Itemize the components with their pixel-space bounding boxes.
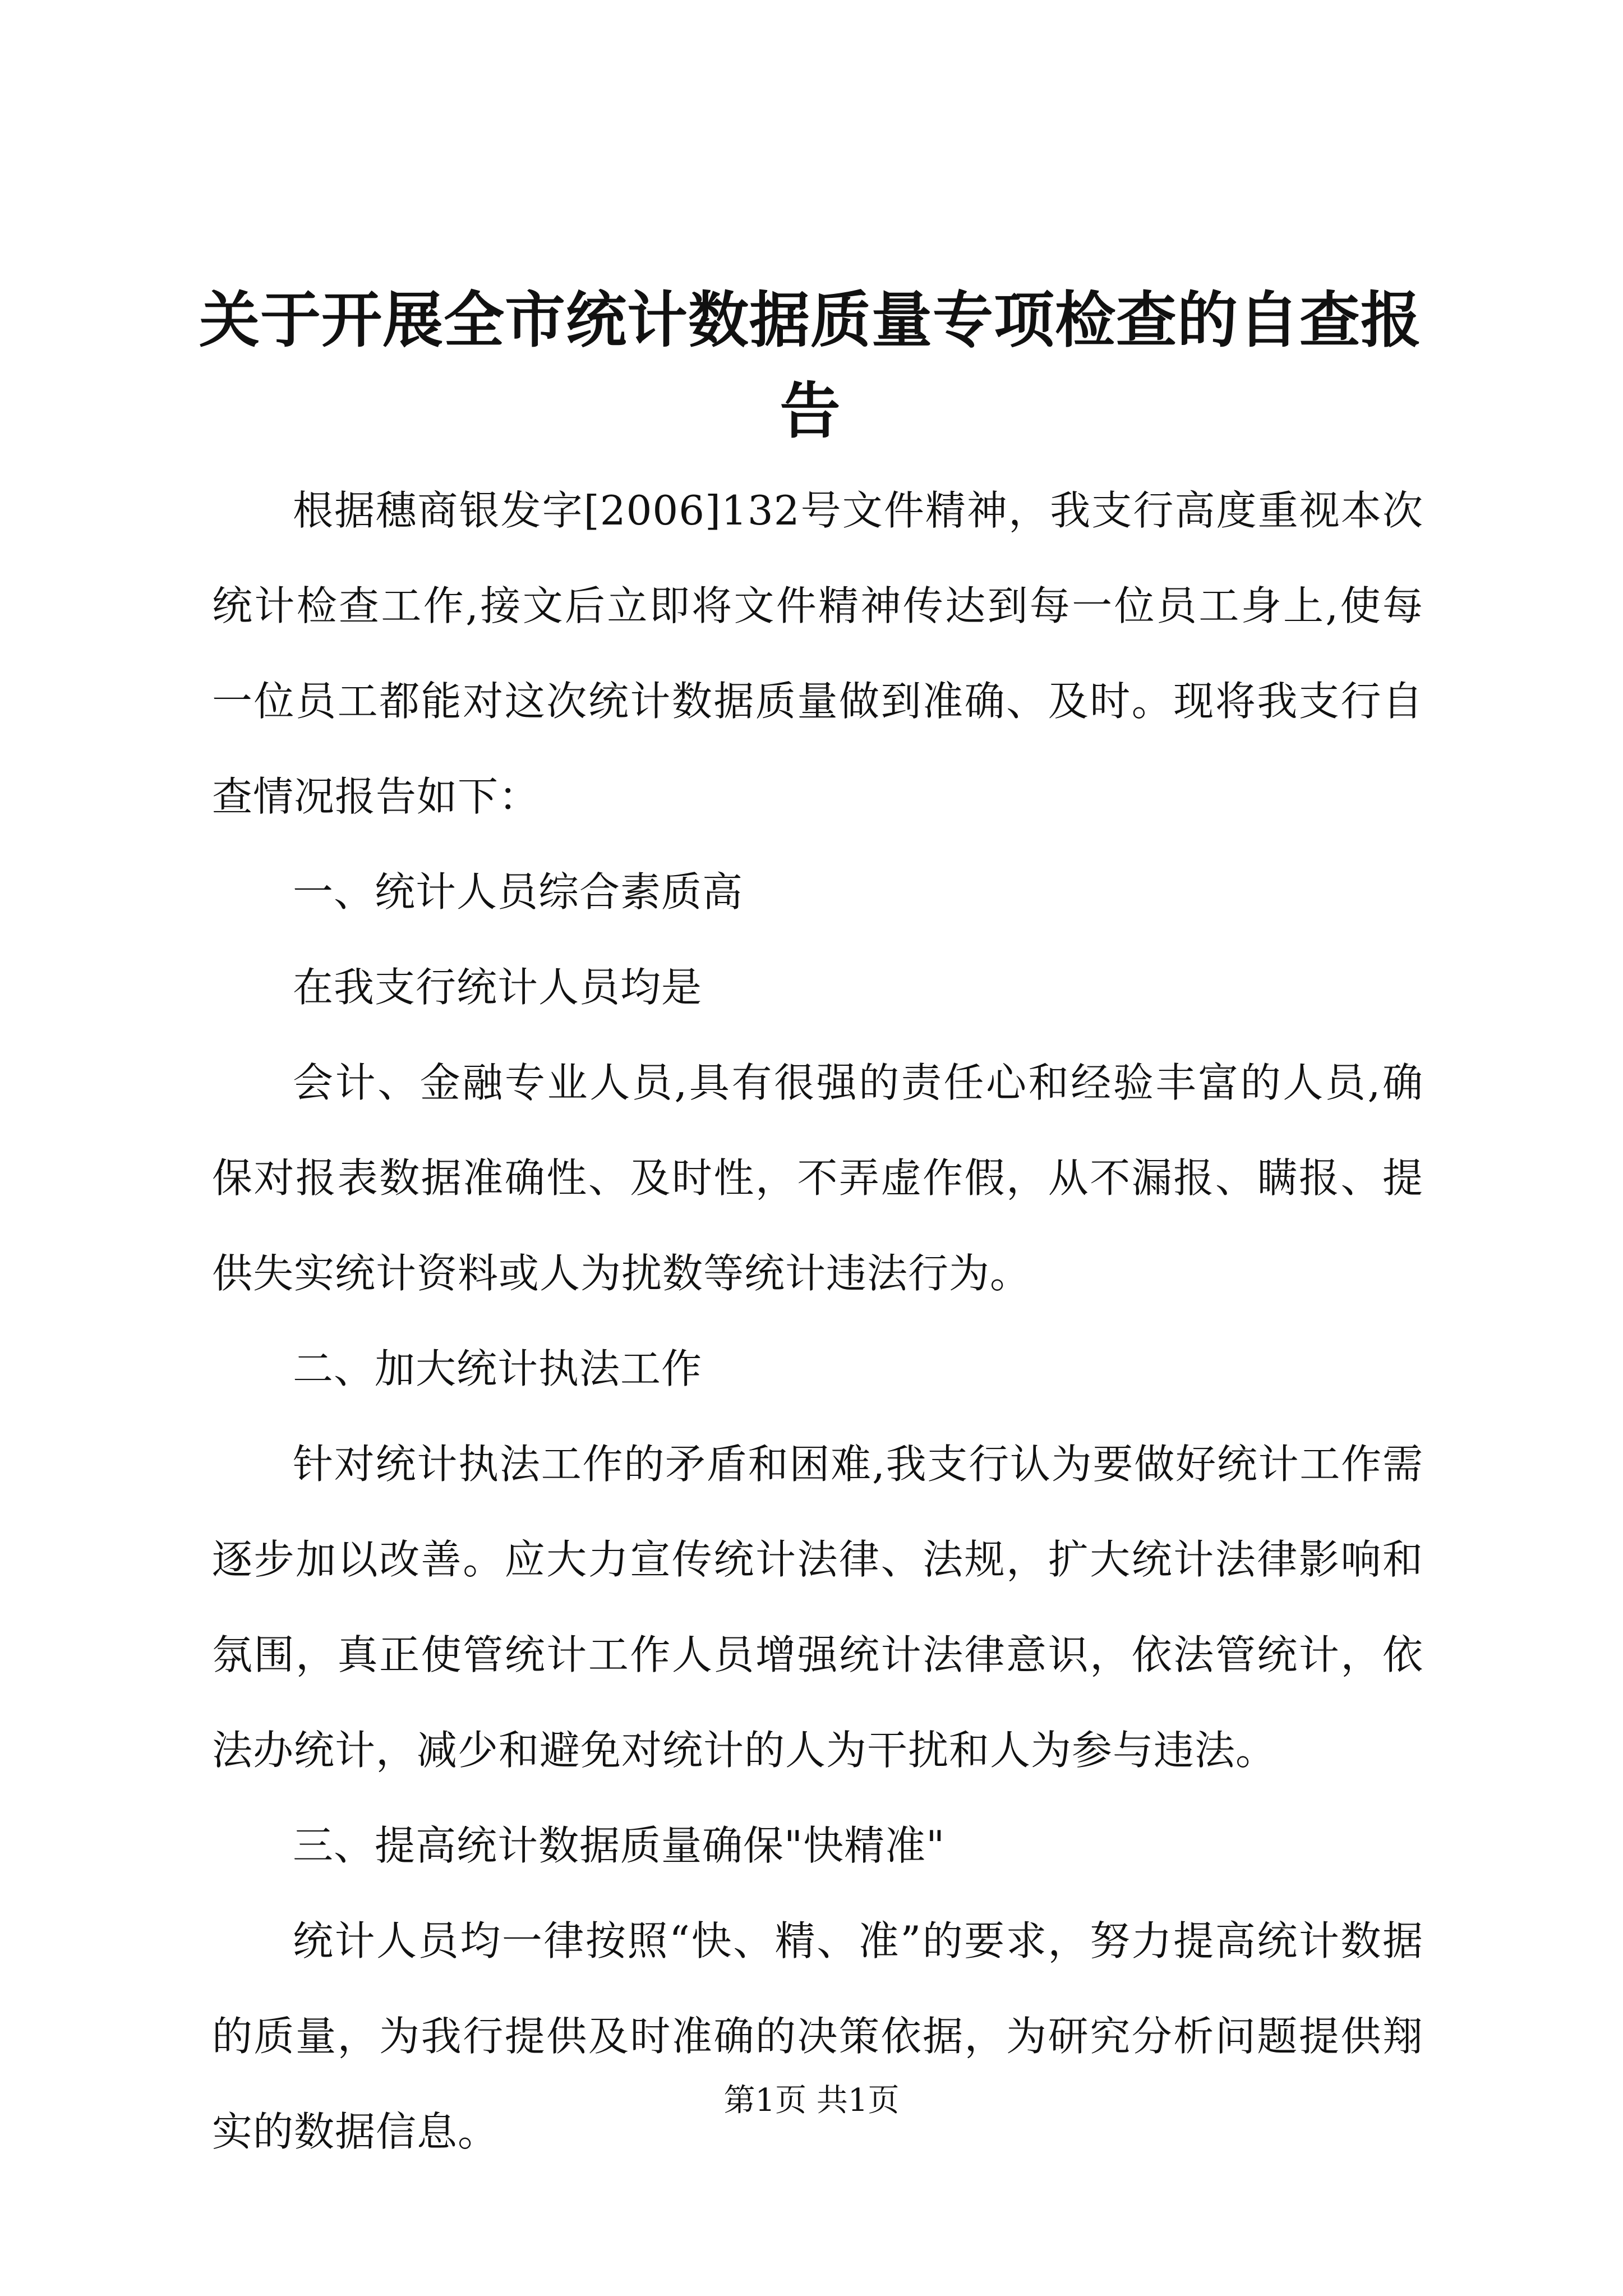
paragraph-intro: 根据穗商银发字[2006]132号文件精神，我支行高度重视本次统计检查工作,接文后立即将文件精神传达到每一位员工身上,使每一位员工都能对这次统计数据质量做到准确、及时。现将我支行自查情况报告如下： xyxy=(212,487,1423,820)
paragraph-section-1-lead: 在我支行统计人员均是 xyxy=(293,964,703,1011)
section-heading-1: 一、统计人员综合素质高 xyxy=(293,868,744,915)
page-number-footer: 第1页 共1页 xyxy=(723,2082,900,2119)
document-title: 关于开展全市统计数据质量专项检查的自查报告 xyxy=(199,285,1422,447)
section-heading-2: 二、加大统计执法工作 xyxy=(293,1345,703,1392)
paragraph-section-2-body: 针对统计执法工作的矛盾和困难,我支行认为要做好统计工作需逐步加以改善。应大力宣传统计法律、法规，扩大统计法律影响和氛围，真正使管统计工作人员增强统计法律意识，依法管统计，依法办统计，减少和避免对统计的人为干扰和人为参与违法。 xyxy=(212,1441,1423,1774)
section-heading-3: 三、提高统计数据质量确保"快精准" xyxy=(293,1822,946,1869)
paragraph-section-3-body: 统计人员均一律按照“快、精、准”的要求，努力提高统计数据的质量，为我行提供及时准确的决策依据，为研究分析问题提供翔实的数据信息。 xyxy=(212,1917,1423,2155)
document-body xyxy=(212,463,1423,2179)
paragraph-section-1-body: 会计、金融专业人员,具有很强的责任心和经验丰富的人员,确保对报表数据准确性、及时性，不弄虚作假，从不漏报、瞒报、提供失实统计资料或人为扰数等统计违法行为。 xyxy=(212,1059,1423,1297)
